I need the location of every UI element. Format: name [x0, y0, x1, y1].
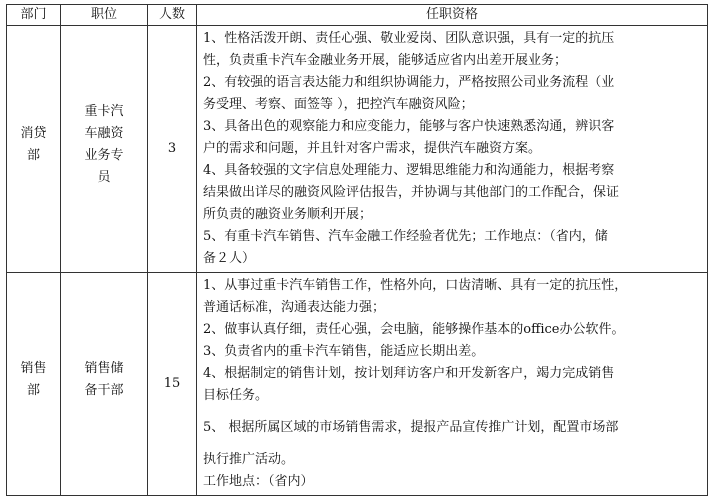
- header-dept: 部门: [7, 5, 61, 26]
- requirement-line: 1、从事过重卡汽车销售工作，性格外向，口齿清晰、具有一定的抗压性，: [203, 278, 628, 293]
- count-cell: 3: [148, 26, 197, 273]
- position-text: 车融资: [84, 126, 124, 141]
- requirement-line: 4、具备较强的文字信息处理能力、逻辑思维能力和沟通能力，根据考察: [203, 163, 615, 178]
- requirement-line: 4、根据制定的销售计划，按计划拜访客户和开发新客户，竭力完成销售: [203, 366, 615, 381]
- dept-cell: [7, 26, 61, 273]
- position-text: 销售储: [84, 361, 124, 376]
- table-row: [7, 26, 708, 273]
- header-qualifications: 任职资格: [197, 5, 708, 26]
- dept-text: 消贷: [20, 126, 47, 141]
- position-text: 业务专: [84, 148, 124, 163]
- dept-text: 部: [26, 383, 40, 398]
- requirement-line: 所负责的融资业务顺利开展；: [203, 207, 373, 222]
- position-cell: [61, 26, 148, 273]
- position-cell: [61, 273, 148, 496]
- header-position: 职位: [61, 5, 148, 26]
- requirement-line: 性，负责重卡汽车金融业务开展，能够适应省内出差开展业务；: [203, 53, 568, 68]
- header-row: [7, 5, 708, 26]
- requirement-line: 1、性格活泼开朗、责任心强、敬业爱岗、团队意识强，具有一定的抗压: [203, 31, 615, 46]
- qualifications-cell: [197, 26, 708, 273]
- requirement-line: 户的需求和问题，并且针对客户需求，提供汽车融资方案。: [203, 141, 542, 156]
- dept-text: 销售: [20, 361, 47, 376]
- requirement-line: 结果做出详尽的融资风险评估报告，并协调与其他部门的工作配合，保证: [203, 185, 620, 200]
- header-count: 人数: [148, 5, 197, 26]
- blank-line: [203, 407, 702, 417]
- position-text: 备干部: [84, 383, 124, 398]
- requirement-line: 2、有较强的语言表达能力和组织协调能力，严格按照公司业务流程（业: [203, 75, 615, 90]
- requirement-line: 3、负责省内的重卡汽车销售，能适应长期出差。: [203, 344, 485, 359]
- dept-cell: [7, 273, 61, 496]
- recruitment-table: [6, 4, 708, 496]
- requirement-line: 2、做事认真仔细，责任心强，会电脑，能够操作基本的office办公软件。: [203, 322, 625, 337]
- requirement-line: 3、具备出色的观察能力和应变能力，能够与客户快速熟悉沟通，辨识客: [203, 119, 615, 134]
- position-text: 重卡汽: [84, 104, 124, 119]
- table-row: [7, 273, 708, 496]
- dept-text: 部: [26, 148, 40, 163]
- requirement-line: 目标任务。: [203, 388, 269, 403]
- count-cell: 15: [148, 273, 197, 496]
- requirement-line: 5、有重卡汽车销售、汽车金融工作经验者优先；工作地点：（省内，储: [203, 229, 608, 244]
- requirement-line: 5、 根据所属区域的市场销售需求，提报产品宣传推广计划，配置市场部: [203, 420, 619, 435]
- requirement-line: 备２人）: [203, 251, 256, 266]
- position-text: 员: [97, 170, 111, 185]
- requirement-line: 工作地点：（省内）: [203, 474, 314, 489]
- requirement-line: 务受理、考察、面签等 ），把控汽车融资风险；: [203, 97, 474, 112]
- blank-line: [203, 439, 702, 449]
- requirement-line: 普通话标准，沟通表达能力强；: [203, 300, 386, 315]
- qualifications-cell: [197, 273, 708, 496]
- requirement-line: 执行推广活动。: [203, 452, 295, 467]
